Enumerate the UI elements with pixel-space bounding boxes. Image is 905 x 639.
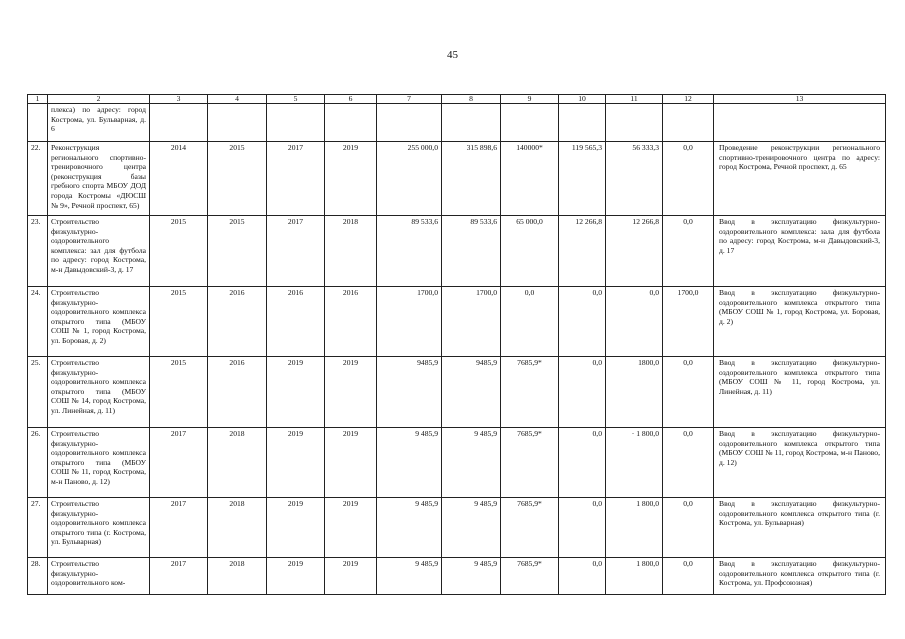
value-col11: 0,0	[606, 287, 663, 357]
year-end-design: 2015	[208, 216, 267, 287]
col-num-2: 2	[48, 95, 150, 104]
value-col7	[377, 104, 442, 142]
value-col10: 0,0	[559, 558, 606, 595]
value-col11: 1 800,0	[606, 498, 663, 558]
row-number: 24.	[28, 287, 48, 357]
value-col8	[442, 104, 501, 142]
object-name: Строительство физкультурно-оздоровительного комплекса открытого типа (МБОУ СОШ № 14, город Кострома, ул. Линейная, д. 11)	[48, 357, 150, 428]
value-col10: 0,0	[559, 357, 606, 428]
year-end-build	[325, 104, 377, 142]
value-col7: 9 485,9	[377, 428, 442, 498]
value-col12: 0,0	[663, 216, 714, 287]
value-col11: · 1 800,0	[606, 428, 663, 498]
value-col7: 1700,0	[377, 287, 442, 357]
year-start-design: 2017	[150, 558, 208, 595]
year-start-design: 2017	[150, 428, 208, 498]
object-name: Строительство физкультурно-оздоровительного комплекса: зал для футбола по адресу: город Кострома, м-н Давыдовский-3, д. 17	[48, 216, 150, 287]
table-row	[28, 498, 886, 558]
year-end-design: 2018	[208, 428, 267, 498]
year-start-build: 2019	[267, 357, 325, 428]
column-number-row	[28, 95, 886, 104]
row-number	[28, 104, 48, 142]
year-start-design: 2015	[150, 287, 208, 357]
value-col10: 0,0	[559, 498, 606, 558]
year-start-design: 2014	[150, 142, 208, 216]
row-number: 25.	[28, 357, 48, 428]
value-col8: 9 485,9	[442, 498, 501, 558]
value-col11: 1800,0	[606, 357, 663, 428]
year-end-build: 2019	[325, 142, 377, 216]
year-end-build: 2019	[325, 558, 377, 595]
value-col11	[606, 104, 663, 142]
object-name: Строительство физкультурно-оздоровительного комплекса открытого типа (г. Кострома, ул. Бульварная)	[48, 498, 150, 558]
object-name: Строительство физкультурно-оздоровительного комплекса открытого типа (МБОУ СОШ № 11, город Кострома, м-н Паново, д. 12)	[48, 428, 150, 498]
year-end-design	[208, 104, 267, 142]
col-num-7: 7	[377, 95, 442, 104]
value-col9: 140000*	[501, 142, 559, 216]
col-num-3: 3	[150, 95, 208, 104]
value-col7: 89 533,6	[377, 216, 442, 287]
value-col12: 0,0	[663, 142, 714, 216]
table-row	[28, 287, 886, 357]
col-num-6: 6	[325, 95, 377, 104]
value-col11: 1 800,0	[606, 558, 663, 595]
year-end-design: 2015	[208, 142, 267, 216]
object-name: Реконструкция регионального спортивно-тренировочного центра (реконструкция базы гребного спорта МБОУ ДОД города Костромы «ДЮСШ № 9», Речной проспект, 65)	[48, 142, 150, 216]
year-end-build: 2019	[325, 428, 377, 498]
table-row	[28, 558, 886, 595]
col-num-5: 5	[267, 95, 325, 104]
value-col7: 9 485,9	[377, 558, 442, 595]
year-end-design: 2018	[208, 558, 267, 595]
col-num-9: 9	[501, 95, 559, 104]
year-start-design: 2015	[150, 216, 208, 287]
value-col11: 12 266,8	[606, 216, 663, 287]
object-name: плекса) по адресу: город Кострома, ул. Бульварная, д. 6	[48, 104, 150, 142]
value-col9: 7685,9*	[501, 357, 559, 428]
expected-result: Ввод в эксплуатацию физкультурно-оздоровительного комплекса открытого типа (МБОУ СОШ № 11, город Кострома, ул. Линейная, д. 11)	[714, 357, 886, 428]
value-col9: 7685,9*	[501, 498, 559, 558]
value-col8: 315 898,6	[442, 142, 501, 216]
program-table	[27, 94, 886, 595]
value-col8: 9 485,9	[442, 558, 501, 595]
year-start-design: 2017	[150, 498, 208, 558]
value-col12: 0,0	[663, 558, 714, 595]
row-number: 27.	[28, 498, 48, 558]
col-num-8: 8	[442, 95, 501, 104]
year-start-build: 2017	[267, 216, 325, 287]
object-name: Строительство физкультурно-оздоровительного ком-	[48, 558, 150, 595]
year-end-build: 2016	[325, 287, 377, 357]
value-col10: 0,0	[559, 428, 606, 498]
value-col7: 255 000,0	[377, 142, 442, 216]
value-col8: 9485,9	[442, 357, 501, 428]
value-col9	[501, 104, 559, 142]
year-start-build: 2019	[267, 428, 325, 498]
year-start-build	[267, 104, 325, 142]
col-num-1: 1	[28, 95, 48, 104]
value-col10: 12 266,8	[559, 216, 606, 287]
year-start-build: 2016	[267, 287, 325, 357]
row-number: 28.	[28, 558, 48, 595]
expected-result: Ввод в эксплуатацию физкультурно-оздоровительного комплекса открытого типа (МБОУ СОШ № 1, город Кострома, ул. Боровая, д. 2)	[714, 287, 886, 357]
table-row	[28, 216, 886, 287]
row-number: 22.	[28, 142, 48, 216]
value-col8: 9 485,9	[442, 428, 501, 498]
year-end-design: 2016	[208, 357, 267, 428]
expected-result: Ввод в эксплуатацию физкультурно-оздоровительного комплекса открытого типа (МБОУ СОШ № 11, город Кострома, м-н Паново, д. 12)	[714, 428, 886, 498]
col-num-10: 10	[559, 95, 606, 104]
year-end-build: 2019	[325, 498, 377, 558]
expected-result: Проведение реконструкции регионального спортивно-тренировочного центра по адресу: город Кострома, Речной проспект, д. 65	[714, 142, 886, 216]
year-end-build: 2018	[325, 216, 377, 287]
value-col9: 0,0	[501, 287, 559, 357]
continuation-row	[28, 104, 886, 142]
table-row	[28, 357, 886, 428]
object-name: Строительство физкультурно-оздоровительного комплекса открытого типа (МБОУ СОШ № 1, город Кострома, ул. Боровая, д. 2)	[48, 287, 150, 357]
value-col12: 0,0	[663, 357, 714, 428]
year-start-build: 2019	[267, 498, 325, 558]
year-end-design: 2016	[208, 287, 267, 357]
value-col8: 1700,0	[442, 287, 501, 357]
year-start-design	[150, 104, 208, 142]
value-col12	[663, 104, 714, 142]
value-col7: 9485,9	[377, 357, 442, 428]
expected-result: Ввод в эксплуатацию физкультурно-оздоровительного комплекса открытого типа (г. Кострома, ул. Бульварная)	[714, 498, 886, 558]
year-start-design: 2015	[150, 357, 208, 428]
year-start-build: 2017	[267, 142, 325, 216]
value-col9: 65 000,0	[501, 216, 559, 287]
row-number: 26.	[28, 428, 48, 498]
col-num-13: 13	[714, 95, 886, 104]
value-col12: 0,0	[663, 498, 714, 558]
year-start-build: 2019	[267, 558, 325, 595]
value-col7: 9 485,9	[377, 498, 442, 558]
expected-result: Ввод в эксплуатацию физкультурно-оздоровительного комплекса: зала для футбола по адресу: город Кострома, м-н Давыдовский-3, д. 17	[714, 216, 886, 287]
value-col9: 7685,9*	[501, 428, 559, 498]
col-num-12: 12	[663, 95, 714, 104]
year-end-design: 2018	[208, 498, 267, 558]
year-end-build: 2019	[325, 357, 377, 428]
value-col11: 56 333,3	[606, 142, 663, 216]
col-num-11: 11	[606, 95, 663, 104]
value-col10	[559, 104, 606, 142]
table-row	[28, 428, 886, 498]
col-num-4: 4	[208, 95, 267, 104]
page-number: 45	[447, 49, 458, 61]
expected-result: Ввод в эксплуатацию физкультурно-оздоровительного комплекса открытого типа (г. Кострома, ул. Профсоюзная)	[714, 558, 886, 595]
table-row	[28, 142, 886, 216]
value-col12: 0,0	[663, 428, 714, 498]
row-number: 23.	[28, 216, 48, 287]
value-col10: 0,0	[559, 287, 606, 357]
value-col12: 1700,0	[663, 287, 714, 357]
expected-result	[714, 104, 886, 142]
value-col9: 7685,9*	[501, 558, 559, 595]
value-col10: 119 565,3	[559, 142, 606, 216]
value-col8: 89 533,6	[442, 216, 501, 287]
